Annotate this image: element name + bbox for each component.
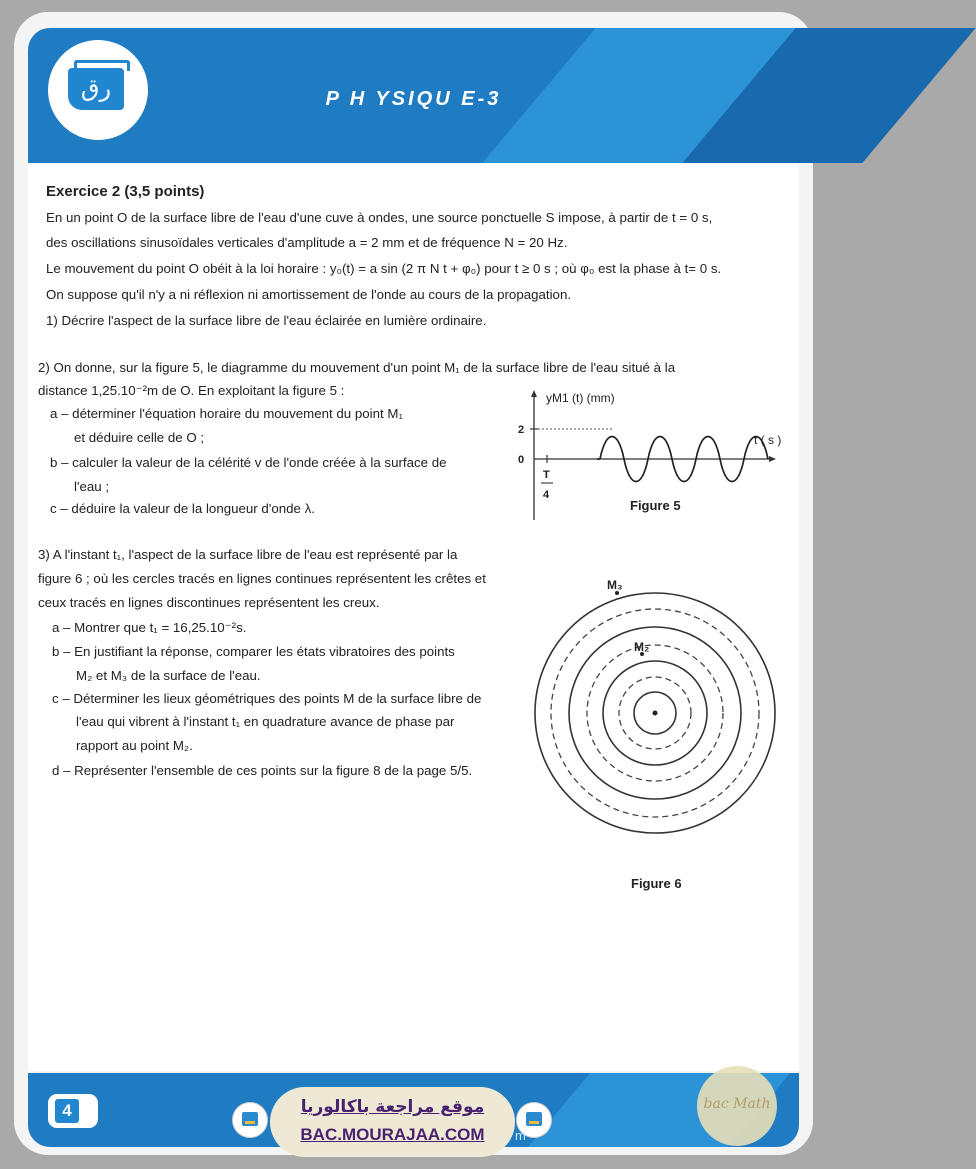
intro-line: des oscillations sinusoïdales verticales d'amplitude a = 2 mm et de fréquence N = 20 Hz.	[46, 235, 568, 250]
exercise-title: Exercice 2 (3,5 points)	[46, 183, 205, 200]
bac-math-badge	[697, 1066, 777, 1146]
page-number-badge	[48, 1094, 98, 1128]
question-2b: b – calculer la valeur de la célérité v de l'onde créée à la surface de	[50, 455, 447, 470]
figure-5	[518, 386, 782, 526]
document-body	[28, 163, 799, 1071]
question-2c: c – déduire la valeur de la longueur d'onde λ.	[50, 501, 315, 516]
page-number: 4	[55, 1099, 79, 1123]
footer-url-fragment: m	[515, 1128, 526, 1143]
x-axis-arrow	[769, 456, 776, 462]
label-m3: M₃	[607, 578, 623, 592]
question-3c-cont: l'eau qui vibrent à l'instant t₁ en quadrature avance de phase par	[76, 714, 455, 729]
site-url-link[interactable]: BAC.MOURAJAA.COM	[300, 1125, 485, 1144]
intro-line: Le mouvement du point O obéit à la loi horaire : y₀(t) = a sin (2 π N t + φ₀) pour t ≥ 0 s ; où φ₀ est la phase à t= 0 s.	[46, 261, 722, 276]
tick-label-T: T	[543, 469, 550, 481]
question-2-line: distance 1,25.10⁻²m de O. En exploitant la figure 5 :	[38, 383, 345, 398]
y-axis-label: yM1 (t) (mm)	[546, 391, 615, 405]
tick-label-0: 0	[518, 454, 525, 466]
figure-6	[530, 571, 780, 901]
site-name-arabic[interactable]: موقع مراجعة باكالوريا	[300, 1097, 485, 1117]
question-3c-cont: rapport au point M₂.	[76, 738, 193, 753]
question-3-line: figure 6 ; où les cercles tracés en lignes continues représentent les crêtes et	[38, 571, 486, 586]
question-1: 1) Décrire l'aspect de la surface libre de l'eau éclairée en lumière ordinaire.	[46, 313, 487, 328]
source-point	[653, 711, 658, 716]
tick-label-4: 4	[543, 489, 550, 501]
bac-math-text: bac Math	[703, 1096, 771, 1112]
question-2-line: 2) On donne, sur la figure 5, le diagramme du mouvement d'un point M₁ de la surface libre de l'eau situé à la	[38, 360, 676, 375]
question-3c: c – Déterminer les lieux géométriques des points M de la surface libre de	[52, 691, 482, 706]
question-3d: d – Représenter l'ensemble de ces points sur la figure 8 de la page 5/5.	[52, 763, 473, 778]
question-3-line: ceux tracés en lignes discontinues représentent les creux.	[38, 595, 380, 610]
site-mini-logo-icon	[232, 1102, 268, 1138]
figure-5-caption: Figure 5	[630, 498, 681, 513]
question-2b-cont: l'eau ;	[74, 479, 110, 494]
question-3b-cont: M₂ et M₃ de la surface de l'eau.	[76, 668, 261, 683]
x-axis-label: t ( s )	[754, 433, 782, 447]
label-m2: M₂	[634, 640, 650, 654]
figure-6-caption: Figure 6	[631, 876, 682, 891]
intro-line: On suppose qu'il n'y a ni réflexion ni amortissement de l'onde au cours de la propagation.	[46, 287, 572, 302]
page-title: P H YSIQU E-3	[325, 88, 502, 110]
question-2a-cont: et déduire celle de O ;	[74, 430, 205, 445]
question-3-line: 3) A l'instant t₁, l'aspect de la surface libre de l'eau est représenté par la	[38, 547, 458, 562]
question-2a: a – déterminer l'équation horaire du mouvement du point M₁	[50, 406, 403, 421]
question-3b: b – En justifiant la réponse, comparer les états vibratoires des points	[52, 644, 455, 659]
tick-label-2: 2	[518, 424, 525, 436]
question-3a: a – Montrer que t₁ = 16,25.10⁻²s.	[52, 620, 247, 635]
header-banner	[28, 28, 799, 163]
y-axis-arrow	[531, 390, 537, 397]
site-link-pill[interactable]	[270, 1087, 515, 1157]
logo-glyph: رق	[80, 74, 112, 102]
intro-line: En un point O de la surface libre de l'eau d'une cuve à ondes, une source ponctuelle S impose, à partir de t = 0 s,	[46, 210, 713, 225]
